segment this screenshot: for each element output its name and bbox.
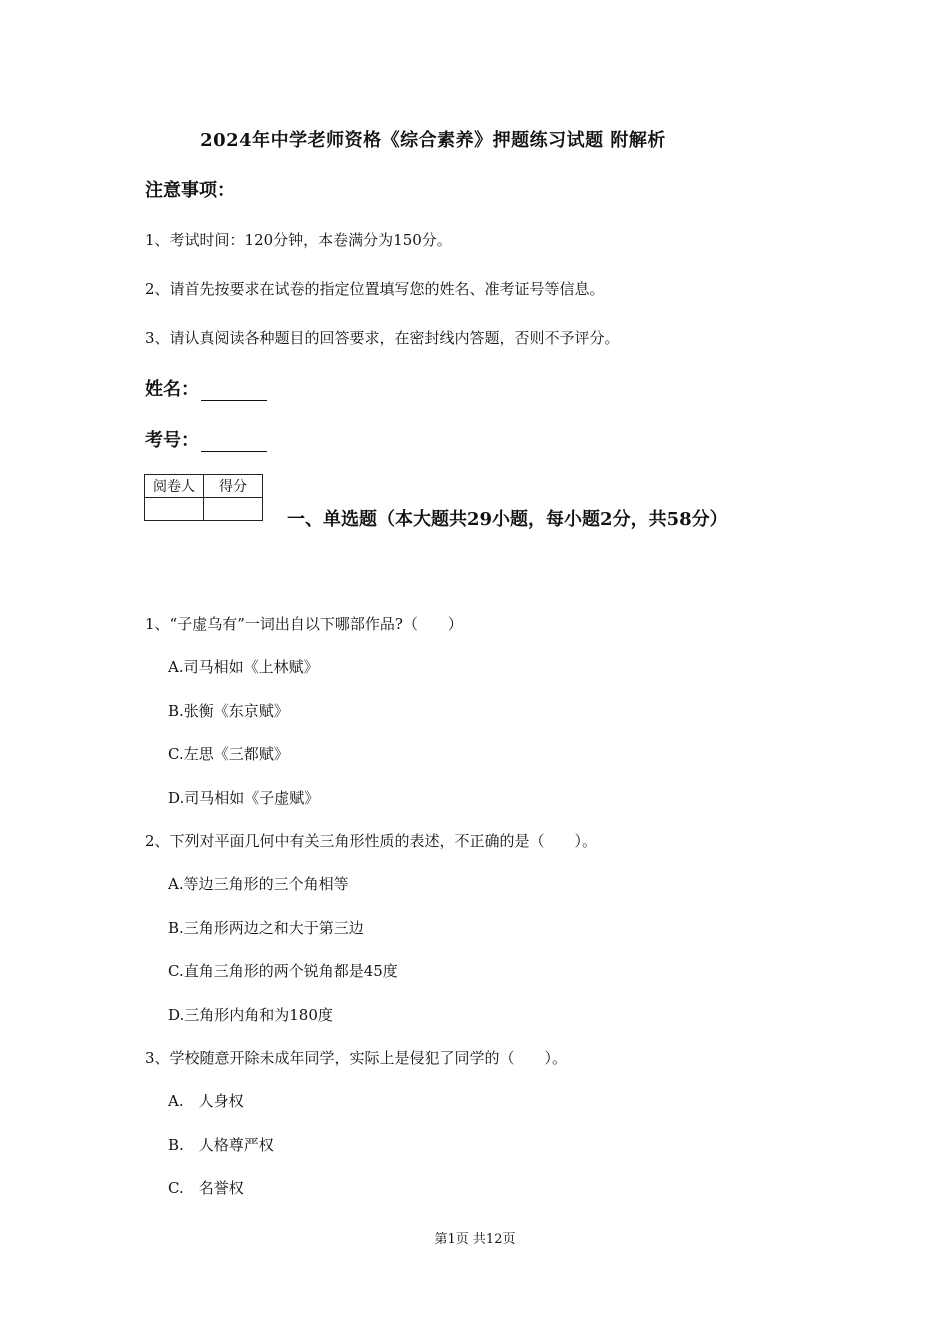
question-option: D.三角形内角和为180度 [168, 1006, 333, 1024]
name-blank[interactable] [201, 382, 267, 401]
notice-heading: 注意事项： [145, 180, 235, 201]
grader-header: 阅卷人 [145, 475, 204, 498]
name-label: 姓名： [145, 379, 199, 400]
notice-item: 2、请首先按要求在试卷的指定位置填写您的姓名、准考证号等信息。 [145, 280, 605, 298]
notice-item: 3、请认真阅读各种题目的回答要求，在密封线内答题，否则不予评分。 [145, 329, 620, 347]
question-option: C.左思《三都赋》 [168, 745, 289, 763]
page-footer: 第1页 共12页 [434, 1232, 516, 1247]
question-stem: 2、下列对平面几何中有关三角形性质的表述，不正确的是（ ）。 [145, 832, 598, 850]
score-header: 得分 [204, 475, 263, 498]
question-option: C.直角三角形的两个锐角都是45度 [168, 962, 398, 980]
question-option: B.三角形两边之和大于第三边 [168, 919, 364, 937]
question-option: A.等边三角形的三个角相等 [168, 875, 349, 893]
score-cell [204, 498, 263, 521]
section-heading: 一、单选题（本大题共29小题，每小题2分，共58分） [287, 509, 728, 530]
question-option: A.司马相如《上林赋》 [168, 658, 319, 676]
notice-item: 1、考试时间：120分钟，本卷满分为150分。 [145, 231, 452, 249]
exam-number-blank[interactable] [201, 433, 267, 452]
score-box [144, 474, 263, 521]
question-option: C. 名誉权 [168, 1179, 244, 1197]
question-option: A. 人身权 [168, 1092, 244, 1110]
question-option: D.司马相如《子虚赋》 [168, 789, 320, 807]
name-field [145, 375, 267, 401]
exam-number-label: 考号： [145, 430, 199, 451]
exam-number-field [145, 426, 267, 452]
question-stem: 1、“子虚乌有”一词出自以下哪部作品?（ ） [145, 615, 463, 633]
grader-cell [145, 498, 204, 521]
question-option: B. 人格尊严权 [168, 1136, 274, 1154]
document-title: 2024年中学老师资格《综合素养》押题练习试题 附解析 [200, 130, 666, 151]
question-stem: 3、学校随意开除未成年同学，实际上是侵犯了同学的（ ）。 [145, 1049, 568, 1067]
question-option: B.张衡《东京赋》 [168, 702, 289, 720]
